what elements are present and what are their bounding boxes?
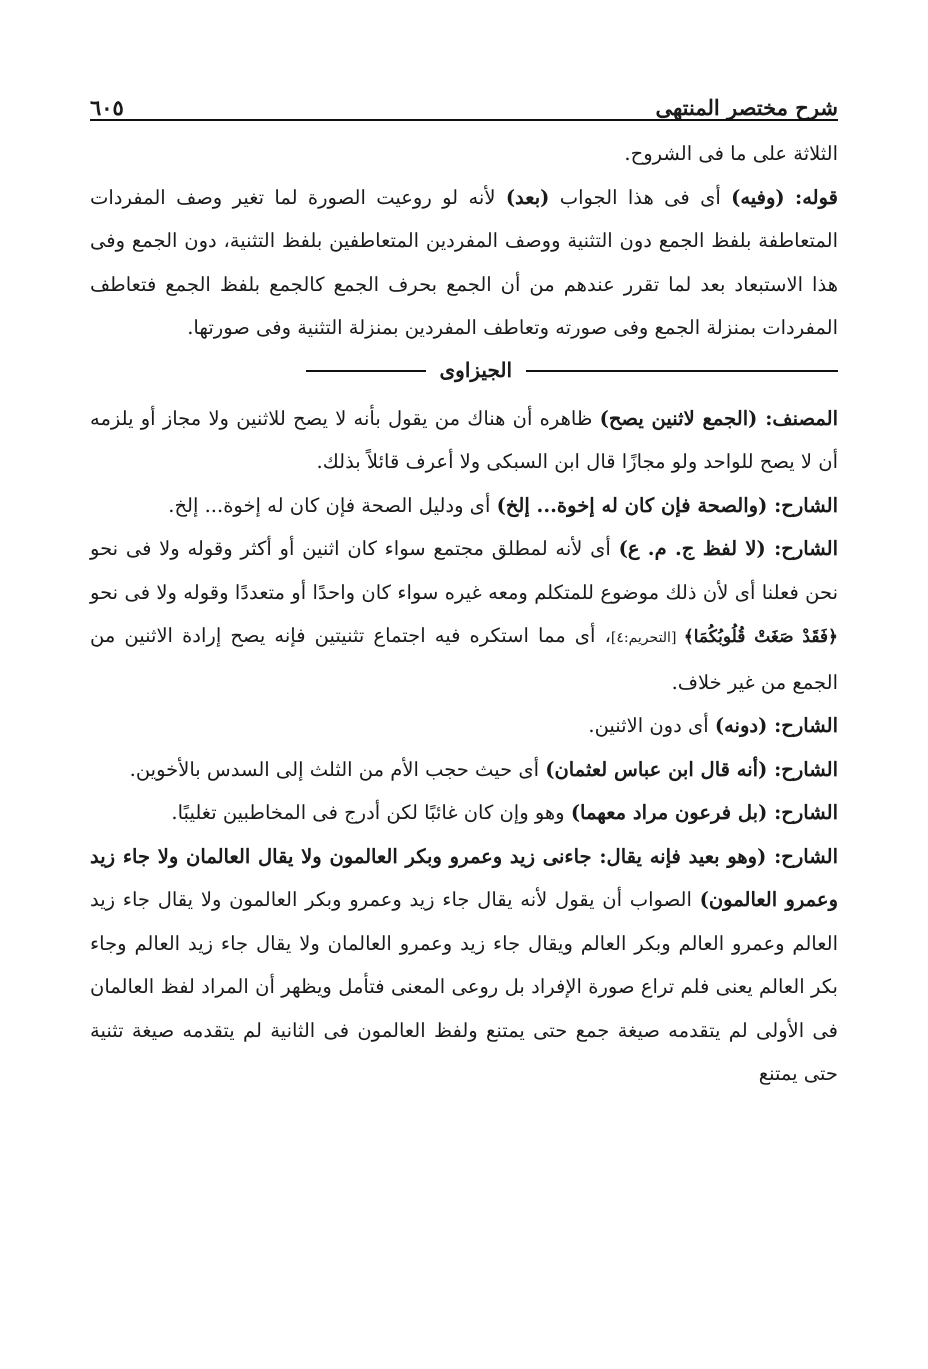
page-number: ٦٠٥ — [90, 95, 124, 120]
paragraph-commentary — [90, 176, 838, 350]
speaker-label: الشارح: — [774, 844, 838, 868]
paragraph-text: الصواب أن يقول لأنه يقال جاء زيد وعمرو وبكر العالمون ولا يقال جاء زيد العالم وعمرو العالم وبكر العالم ويقال جاء زيد وعمرو العالمان ولا يقال جاء زيد العالم وجاء بكر العالم يعنى فلم تراع صورة الإفراد بل روعى المعنى فتأمل ويظهر أن المراد لفظ العالمان فى الأولى لم يتقدمه صيغة جمع حتى يمتنع ولفظ العالمون فى الثانية لم يتقدمه صيغة تثنية حتى يمتنع — [90, 888, 839, 1085]
divider-rule — [526, 370, 838, 372]
speaker-label: الشارح: — [774, 493, 838, 517]
divider-rule — [306, 370, 426, 372]
paragraph-commentator — [90, 791, 838, 835]
section-divider — [90, 350, 838, 393]
page-body — [90, 132, 838, 1096]
header-rule — [90, 119, 838, 121]
book-title: شرح مختصر المنتهى — [655, 95, 838, 120]
paragraph-commentator — [90, 484, 838, 528]
quoted-text: (بل فرعون مراد معهما) — [570, 801, 775, 824]
paragraph-text: وهو وإن كان غائبًا لكن أدرج فى المخاطبين تغليبًا. — [171, 801, 571, 824]
paragraph-author — [90, 397, 838, 484]
paragraph-text: أى لأنه لمطلق مجتمع سواء كان اثنين أو أكثر وقوله ولا فى نحو نحن فعلنا أى لأن ذلك موضوع للمتكلم ومعه غيره سواء كان واحدًا أو متعددًا وقوله ولا فى نحو — [90, 537, 838, 604]
paragraph-commentator — [90, 704, 838, 748]
paragraph-text: أى ودليل الصحة فإن كان له إخوة... إلخ. — [168, 493, 497, 517]
paragraph-text: الثلاثة على ما فى الشروح. — [624, 142, 838, 165]
paragraph-text: ظاهره أن هناك من يقول بأنه لا يصح للاثنين ولا مجاز أو يلزمه أن لا يصح للواحد ولو مجازًا قال ابن السبكى ولا أعرف قائلاً بذلك. — [90, 406, 838, 473]
paragraph-text: أى فى هذا الجواب — [549, 185, 732, 209]
quoted-text: (الجمع لاثنين يصح) — [599, 406, 766, 430]
paragraph-text: أى حيث حجب الأم من الثلث إلى السدس بالأخوين. — [129, 757, 546, 781]
quoted-text: (أنه قال ابن عباس لعثمان) — [545, 757, 775, 781]
quoted-text: (وفيه) — [731, 185, 785, 209]
quoted-text: (والصحة فإن كان له إخوة... إلخ) — [496, 493, 775, 517]
quoted-text: (وهو بعيد فإنه يقال: جاءنى زيد وعمرو وبكر العالمون ولا يقال العالمان ولا جاء زيد وعمرو العالمون) — [90, 844, 838, 911]
paragraph-commentator — [90, 748, 838, 792]
paragraph-text: أى دون الاثنين. — [588, 714, 715, 737]
speaker-label: المصنف: — [765, 406, 838, 430]
speaker-label: الشارح: — [774, 714, 838, 737]
quoted-text: (لا لفظ ج. م. ع) — [618, 537, 775, 560]
quoted-text: (بعد) — [505, 185, 550, 209]
speaker-label: قوله: — [795, 185, 838, 209]
section-title: الجيزاوى — [439, 358, 512, 383]
paragraph-commentator — [90, 835, 838, 1096]
page-header — [90, 80, 838, 118]
quoted-text: (دونه) — [714, 714, 775, 737]
paragraph-commentator — [90, 527, 838, 704]
speaker-label: الشارح: — [774, 537, 838, 560]
paragraph-continuation — [90, 132, 838, 176]
speaker-label: الشارح: — [774, 757, 838, 781]
paragraph-text: ، أى مما استكره فيه اجتماع تثنيتين فإنه يصح إرادة الاثنين من الجمع من غير خلاف. — [90, 624, 838, 694]
verse-reference: [التحريم:٤] — [610, 630, 684, 646]
paragraph-text: لأنه لو روعيت الصورة لما تغير وصف المفردات المتعاطفة بلفظ الجمع دون التثنية ووصف المفردين المتعاطفين بلفظ التثنية، دون الجمع وفى هذا الاستبعاد بعد لما تقرر عندهم من أن الجمع بحرف الجمع كالجمع بلفظ الجمع فتعاطف المفردات بمنزلة الجمع وفى صورته وتعاطف المفردين بمنزلة التثنية وفى صورتها. — [90, 185, 838, 339]
speaker-label: الشارح: — [774, 801, 838, 824]
quran-verse: ﴿فَقَدْ صَغَتْ قُلُوبُكُمَا﴾ — [683, 627, 839, 647]
